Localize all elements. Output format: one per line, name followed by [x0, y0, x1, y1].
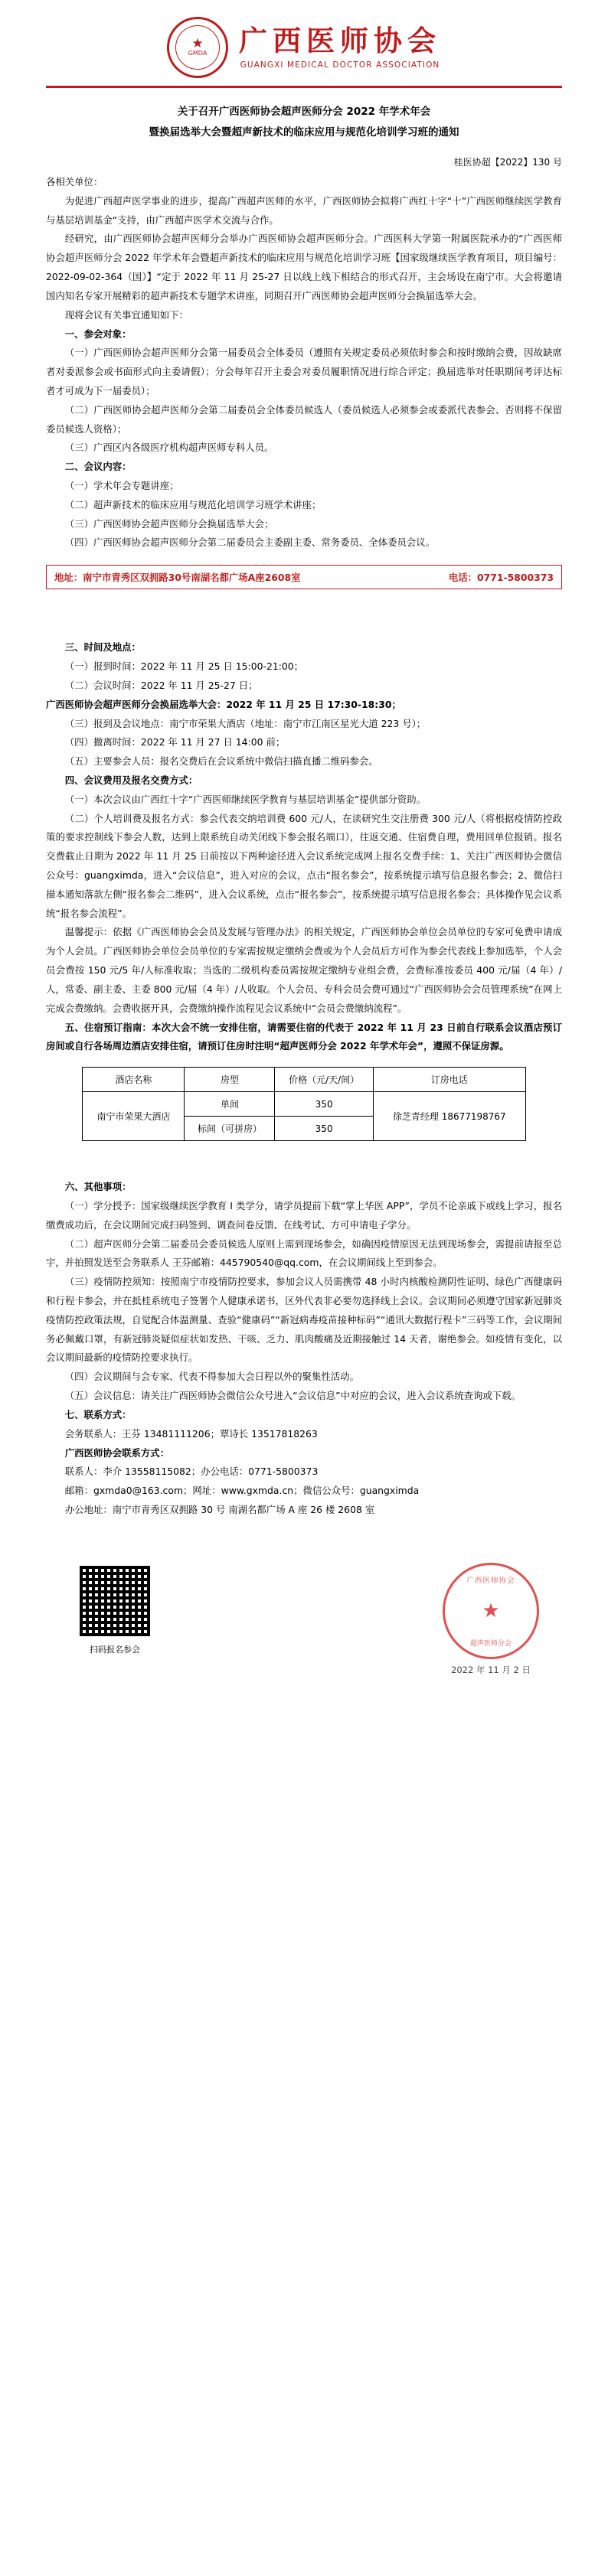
- room-type: 单间: [185, 1092, 275, 1117]
- section-2-title: 二、会议内容：: [64, 461, 132, 473]
- section-3-item-1: （一）报到时间：2022 年 11 月 25 日 15:00-21:00；: [64, 660, 304, 673]
- section-2-item-3: （三）广西医师协会超声医师分会换届选举大会；: [64, 517, 274, 530]
- association-name-cn: 广西医师协会: [239, 24, 441, 57]
- masthead: [239, 25, 441, 70]
- section-2-item-4: （四）广西医师协会超声医师分会第二届委员会主委副主委、常务委员、全体委员会议。: [64, 536, 436, 549]
- section-3-item-2: （二）会议时间：2022 年 11 月 25-27 日；: [64, 679, 258, 691]
- section-4-item-2: （二）个人培训费及报名方式：参会代表交纳培训费 600 元/人，在读研究生交注册费 300 元/人（将根据疫情防控政策的要求控制线下参会人数，达到上限系统自动关闭线下参会报名端口），往返交通、住宿费自理，费用回单位报销。报名交费截止日期为 2022 年 11 月 25 日前按以下两种途径进入会议系统完成网上报名交费手续：1、关注广西医师协会微信公众号：guangximda，进入“会议信息”，进入对应的会议，点击“报名参会”，按系统提示填写信息报名参会；2、微信扫描本通知落款左侧“报名参会二维码”，进入会议系统，点击“报名参会”，按系统提示填写信息报名参会；具体操作见会议系统“报名参会流程”。: [46, 812, 562, 919]
- section-1-item-2: （二）广西医师协会超声医师分会第二届委员会全体委员候选人（委员候选人必须参会或委派代表参会、否则将不保留委员候选人资格）；: [46, 403, 562, 435]
- section-3-item-5: （五）主要参会人员：报名交费后在会议系统中微信扫描直播二维码参会。: [64, 755, 378, 768]
- qr-caption: 扫码报名参会: [90, 1644, 140, 1655]
- emblem-text: GMDA: [188, 50, 208, 57]
- seal-block: [443, 1563, 539, 1676]
- intro-paragraph-3: 现将会议有关事宜通知如下：: [64, 308, 188, 321]
- seal-bottom-text: 超声医师分会: [469, 1639, 512, 1648]
- official-seal-icon: [443, 1563, 539, 1659]
- signature-area: [46, 1563, 562, 1676]
- section-6-item-4: （四）会议期间与会专家、代表不得参加大会日程以外的聚集性活动。: [64, 1371, 359, 1383]
- table-header-cell: 价格（元/天/间）: [275, 1068, 373, 1092]
- section-1-item-1: （一）广西医师协会超声医师分会第一届委员会全体委员（遵照有关规定委员必须依时参会和按时缴纳会费，因故缺席者对委派参会或书面形式向主委请假）；分会每年召开主委会对委员履职情况进行综合评定；换届选举对任职期间考评达标者才可成为下一届委员）；: [46, 347, 562, 396]
- section-4-tip: 温馨提示：依据《广西医师协会会员及发展与管理办法》的相关规定，广西医师协会单位会员单位的专家可免费申请成为个人会员。广西医师协会单位会员单位的专家需按规定缴纳会费或为个人会员后方可作为参会代表线上参加选举，个人会员会费按 150 元/5 年/人标准收取；当选的二级机构委员需按规定缴纳专业组会费，会费标准按委员 400 元/届（4 年）/人，常委、副主委、主委 800 元/届（4 年）/人收取。个人会员、专科会员会费可通过“广西医师协会会员管理系统”在网上完成会费缴纳。会费收据开具，会费缴纳操作流程见会议系统中“会员会费缴纳流程”。: [46, 926, 562, 1014]
- association-name-en: GUANGXI MEDICAL DOCTOR ASSOCIATION: [240, 60, 440, 70]
- section-3-title: 三、时间及地点：: [64, 641, 141, 654]
- table-row: [83, 1092, 526, 1117]
- room-price: 350: [275, 1117, 373, 1141]
- section-6-item-5: （五）会议信息：请关注广西医师协会微信公众号进入“会议信息”中对应的会议，进入会议系统查询或下载。: [64, 1390, 521, 1402]
- room-price: 350: [275, 1092, 373, 1117]
- seal-star-icon: ★: [482, 1599, 500, 1622]
- document-title-line1: 关于召开广西医师协会超声医师分会 2022 年学术年会: [177, 106, 431, 118]
- document-header: [46, 17, 562, 88]
- section-2-item-1: （一）学术年会专题讲座；: [64, 480, 179, 491]
- banner-phone: 电话：0771-5800373: [448, 572, 554, 584]
- contact-banner: [46, 565, 562, 589]
- section-1-title: 一、参会对象：: [64, 328, 132, 340]
- section-1-item-3: （三）广西区内各级医疗机构超声医师专科人员。: [64, 442, 274, 454]
- section-2-item-2: （二）超声新技术的临床应用与规范化培训学习班学术讲座；: [64, 498, 322, 510]
- association-emblem-icon: ★ GMDA: [167, 17, 228, 78]
- qr-code-icon[interactable]: [77, 1563, 153, 1639]
- issue-date: 2022 年 11 月 2 日: [451, 1664, 531, 1675]
- registration-qr-block[interactable]: [77, 1563, 153, 1655]
- table-header-cell: 房型: [185, 1068, 275, 1092]
- section-7-contact-person: 联系人：李介 13558115082；办公电话：0771-5800373: [64, 1466, 319, 1478]
- section-6-item-3: （三）疫情防控须知：按照南宁市疫情防控要求，参加会议人员需携带 48 小时内核酸检测阴性证明、绿色广西健康码和行程卡参会，并在抵桂系统电子签署个人健康承诺书，区外代表非必要勿选择线上会议。会议期间必须遵守国家新冠肺炎疫情防控政策法规，自觉配合体温测量、查验“健康码”“新冠病毒疫苗接种标码”“通讯大数据行程卡”三码等工作，会议期间务必佩戴口罩，有新冠肺炎疑似症状如发热、干咳、乏力、肌肉酸痛及近期接触过 14 天者，谢绝参会。如疫情有变化，以会议期间最新的疫情防控要求执行。: [46, 1276, 562, 1364]
- document-title-line2: 暨换届选举大会暨超声新技术的临床应用与规范化培训学习班的通知: [149, 126, 459, 139]
- intro-paragraph-2: 经研究，由广西医师协会超声医师分会举办广西医师协会超声医师分会。广西医科大学第一附属医院承办的“广西医师协会超声医师分会 2022 年学术年会暨超声新技术的临床应用与规范化培训学习班【国家级继续医学教育项目，项目编号：2022-09-02-364（国）】“定于 2022 年 11 月 25-27 日以线上线下相结合的形式召开，主会场设在南宁市。大会将邀请国内知名专家开展精彩的超声新技术专题学术讲座，同期召开广西医师协会超声医师分会换届选举大会。: [46, 233, 562, 302]
- section-7-email-web: 邮箱：gxmda0@163.com；网址：www.gxmda.cn；微信公众号：guangximda: [64, 1485, 420, 1497]
- table-header-cell: 订房电话: [373, 1068, 525, 1092]
- section-7-title: 七、联系方式：: [64, 1408, 132, 1420]
- document-number: 桂医协超【2022】130 号: [453, 157, 562, 168]
- section-7-office-address: 办公地址：南宁市青秀区双拥路 30 号 南湖名都广场 A 座 26 楼 2608 室: [64, 1503, 375, 1515]
- section-3-item-4: （四）撤离时间：2022 年 11 月 27 日 14:00 前；: [64, 736, 286, 748]
- section-5-title: 五、住宿预订指南：本次大会不统一安排住宿，请需要住宿的代表于 2022 年 11 月 23 日前自行联系会议酒店预订房间或自行各场周边酒店安排住宿，请预订住房时注明“超声医师分会 2022 年学术年会”，遵照不保证房源。: [46, 1021, 562, 1052]
- hotel-name: 南宁市荣果大酒店: [83, 1092, 185, 1141]
- room-type: 标间（可拼房）: [185, 1117, 275, 1141]
- table-header-cell: 酒店名称: [83, 1068, 185, 1092]
- booking-phone: 徐芝青经理 18677198767: [373, 1092, 525, 1141]
- section-6-item-1: （一）学分授予：国家级继续医学教育 I 类学分，请学员提前下载“掌上华医 APP”，学员不论亲戚下或线上学习，报名缴费成功后，在会议期间完成扫码签到、调查问卷反馈、在线考试、方可申请电子学分。: [46, 1199, 562, 1231]
- section-6-title: 六、其他事项：: [64, 1181, 132, 1193]
- seal-top-text: 广西医师协会: [466, 1576, 515, 1585]
- section-7-assoc-title: 广西医师协会联系方式：: [64, 1446, 170, 1459]
- salutation: 各相关单位：: [46, 176, 103, 187]
- section-4-item-1: （一）本次会议由广西红十字“广西医师继续医学教育与基层培训基金”提供部分资助。: [64, 793, 427, 805]
- intro-paragraph-1: 为促进广西超声医学事业的进步，提高广西超声医师的水平，广西医师协会拟将广西红十字“十”广西医师继续医学教育与基层培训基金“支持，由广西超声医学术交流与合作。: [46, 194, 562, 226]
- section-7-contact-staff: 会务联系人：王芬 13481111206；覃诗长 13517818263: [64, 1427, 318, 1440]
- section-6-item-2: （二）超声医师分会第二届委员会委员候选人原则上需到现场参会，如确因疫情原因无法到现场参会，需提前请报至总宇，并拍照发送至会务联系人 王芬邮箱：445790540@qq.com，在会议期间线上至到参会。: [46, 1237, 562, 1269]
- banner-address: 地址：南宁市青秀区双拥路30号南湖名都广场A座2608室: [54, 572, 301, 584]
- hotel-table: [82, 1067, 526, 1141]
- table-header-row: [83, 1068, 526, 1092]
- section-3-highlight: 广西医师协会超声医师分会换届选举大会：2022 年 11 月 25 日 17:30-18:30；: [46, 698, 401, 710]
- section-3-item-3: （三）报到及会议地点：南宁市荣果大酒店（地址：南宁市江南区星光大道 223 号）；: [64, 717, 427, 729]
- section-4-title: 四、会议费用及报名交费方式：: [64, 774, 198, 786]
